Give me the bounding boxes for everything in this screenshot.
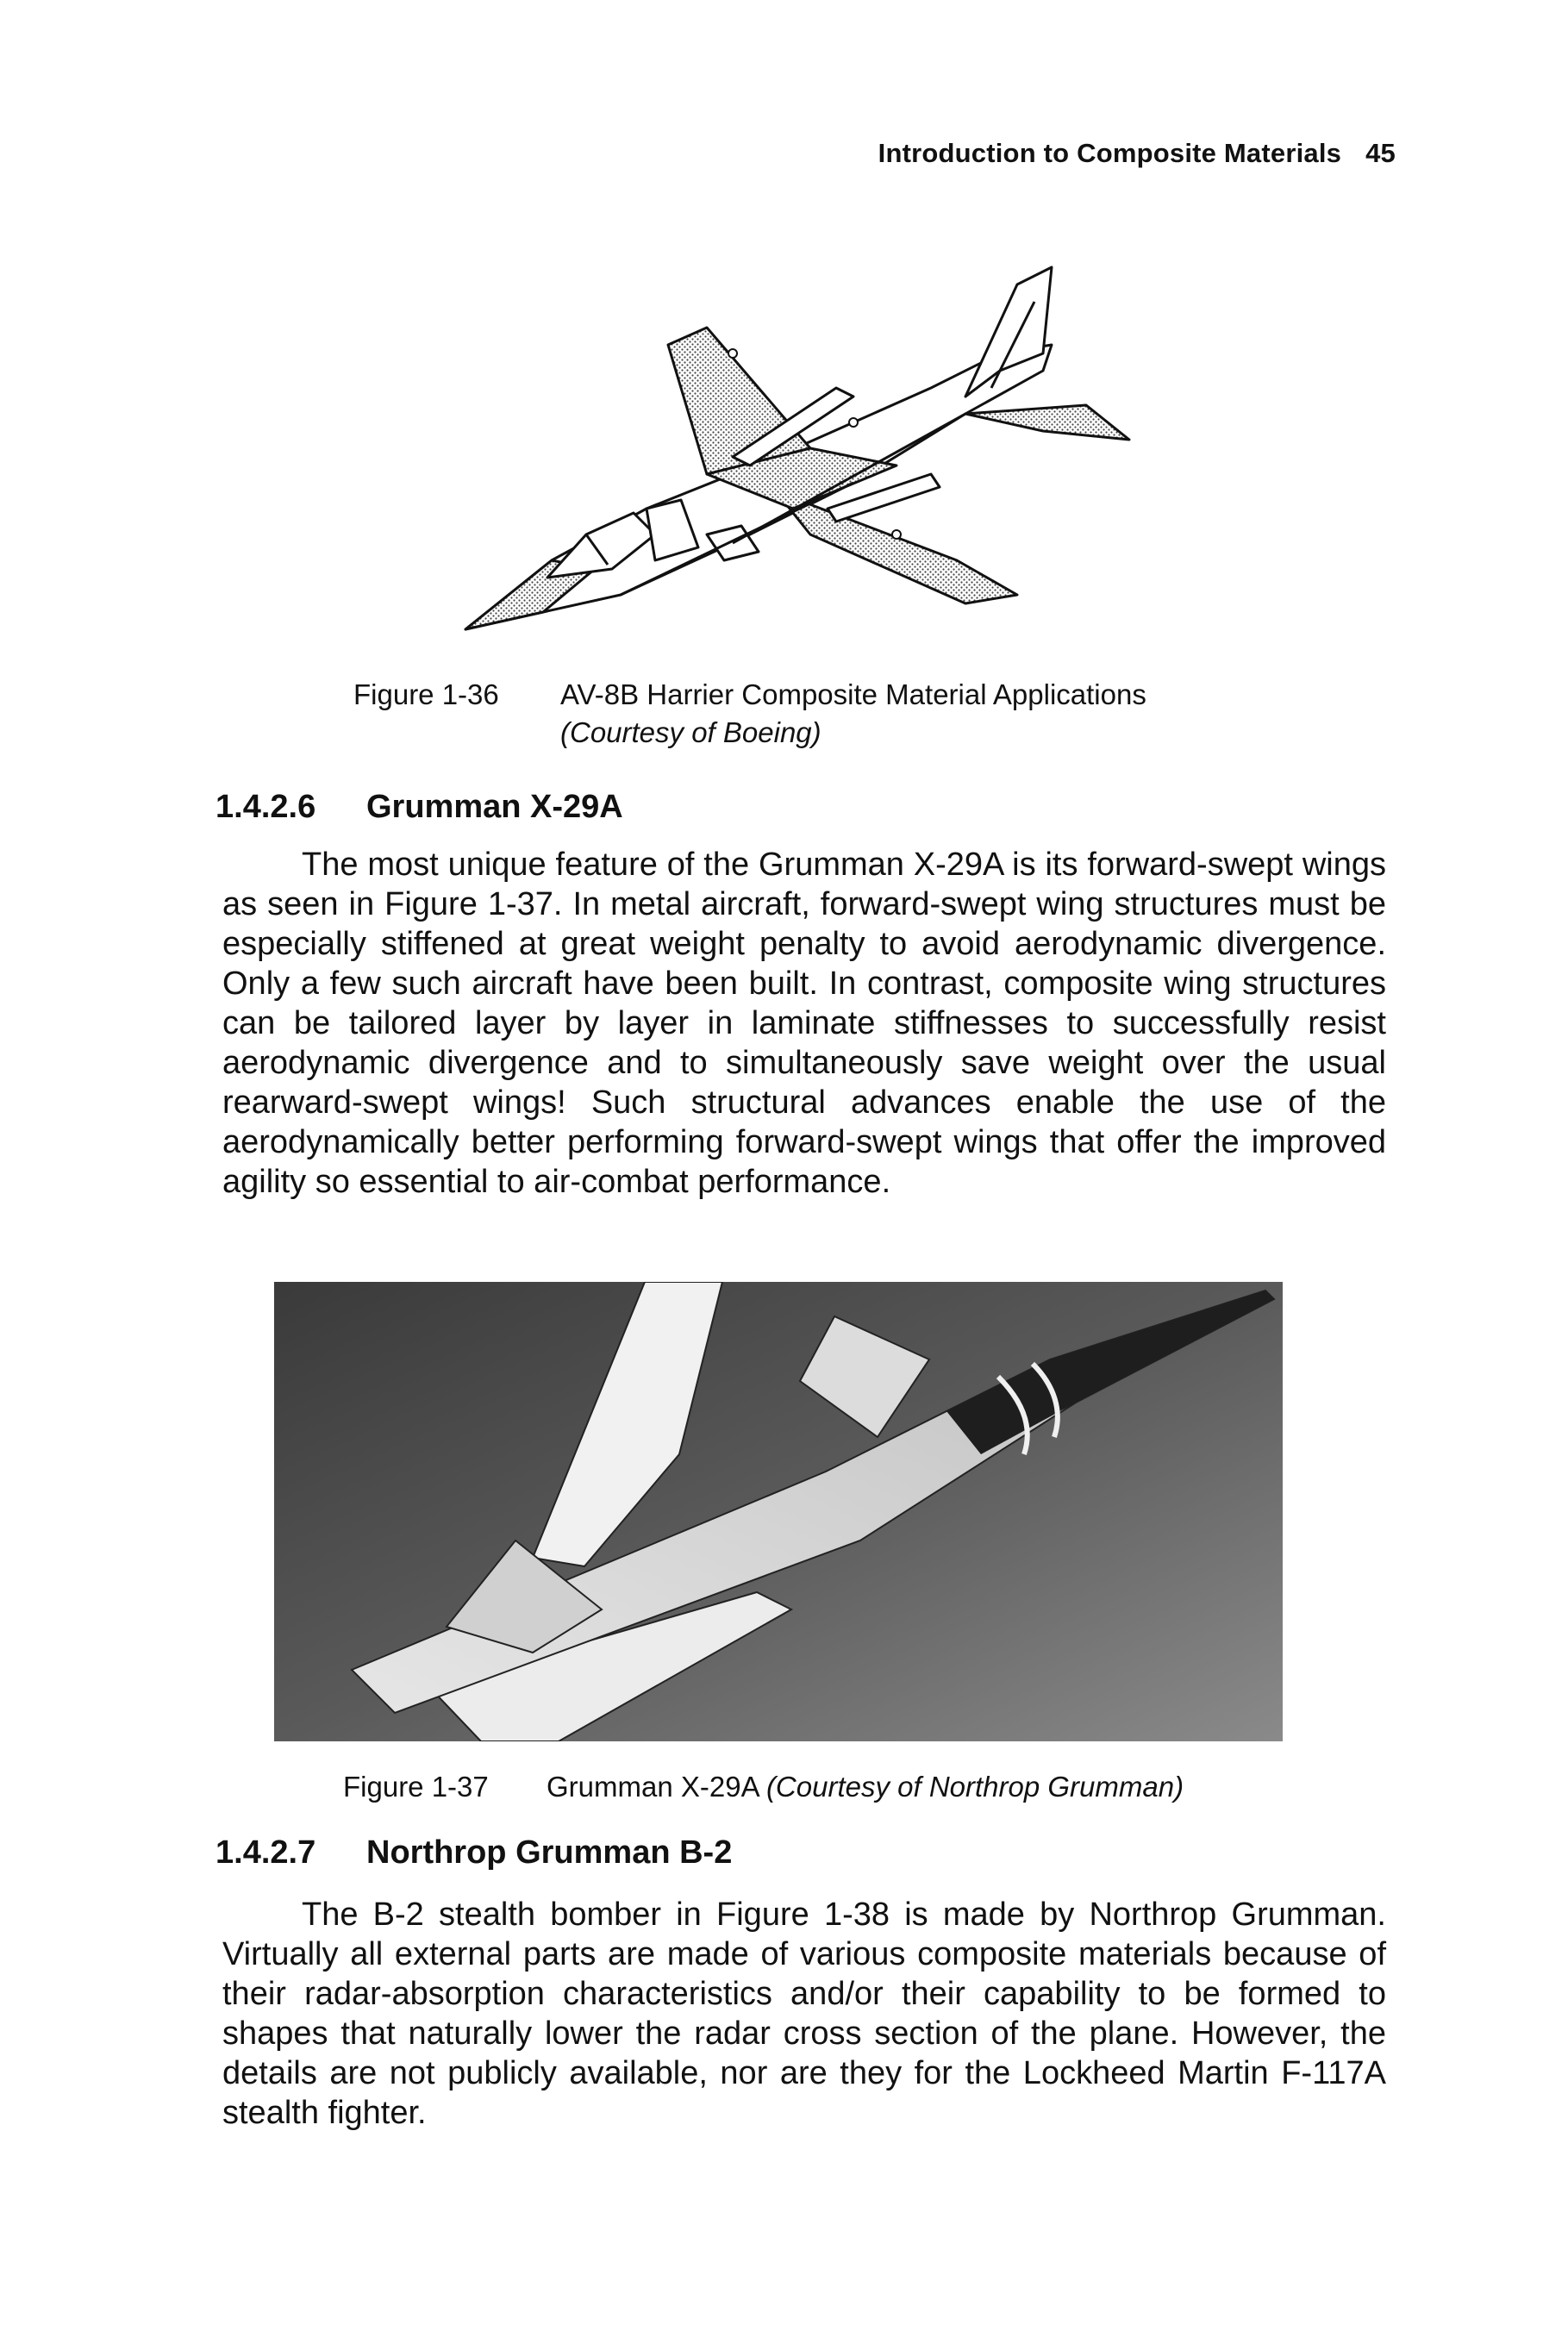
section-heading-b2 — [216, 1834, 732, 1872]
section-number: 1.4.2.7 — [216, 1834, 316, 1871]
section-title: Northrop Grumman B-2 — [366, 1834, 733, 1871]
figure-1-37-caption — [343, 1771, 1184, 1803]
figure-1-36-caption — [353, 676, 1146, 752]
figure-1-37-number: Figure 1-37 — [343, 1771, 489, 1803]
figure-1-36-credit: (Courtesy of Boeing) — [560, 716, 821, 748]
harrier-line-drawing — [448, 250, 1138, 647]
section-heading-x29a — [216, 789, 623, 826]
page-number: 45 — [1365, 138, 1396, 168]
running-title: Introduction to Composite Materials — [878, 138, 1342, 168]
figure-1-36-number: Figure 1-36 — [353, 678, 499, 710]
figure-1-36-title: AV-8B Harrier Composite Material Applications — [560, 678, 1146, 710]
figure-1-37-title: Grumman X-29A — [547, 1771, 759, 1803]
running-header — [878, 138, 1396, 169]
figure-1-37-credit: (Courtesy of Northrop Grumman) — [765, 1771, 1184, 1803]
section-number: 1.4.2.6 — [216, 789, 316, 825]
x29a-paragraph: The most unique feature of the Grumman X-29A is its forward-swept wings as seen in Figure 1-37. In metal aircraft, forward-swept wing structures must be especially stiffened at great weight penalty to avoid aerodynamic divergence. Only a few such aircraft have been built. In contrast, composite wing structures can be tailored layer by layer in laminate stiffnesses to successfully resist aerodynamic divergence and to simultaneously save weight over the usual rearward-swept wings! Such structural advances enable the use of the aerodynamically better performing forward-swept wings that offer the improved agility so essential to air-combat performance. — [222, 847, 1386, 1200]
section-title: Grumman X-29A — [366, 789, 623, 825]
x29a-photograph — [274, 1282, 1283, 1741]
b2-paragraph: The B-2 stealth bomber in Figure 1-38 is made by Northrop Grumman. Virtually all external parts are made of various composite materials because of their radar-absorption characteristics and/or their capability to be formed to shapes that naturally lower the radar cross section of the plane. However, the details are not publicly available, nor are they for the Lockheed Martin F-117A stealth fighter. — [222, 1897, 1386, 2131]
